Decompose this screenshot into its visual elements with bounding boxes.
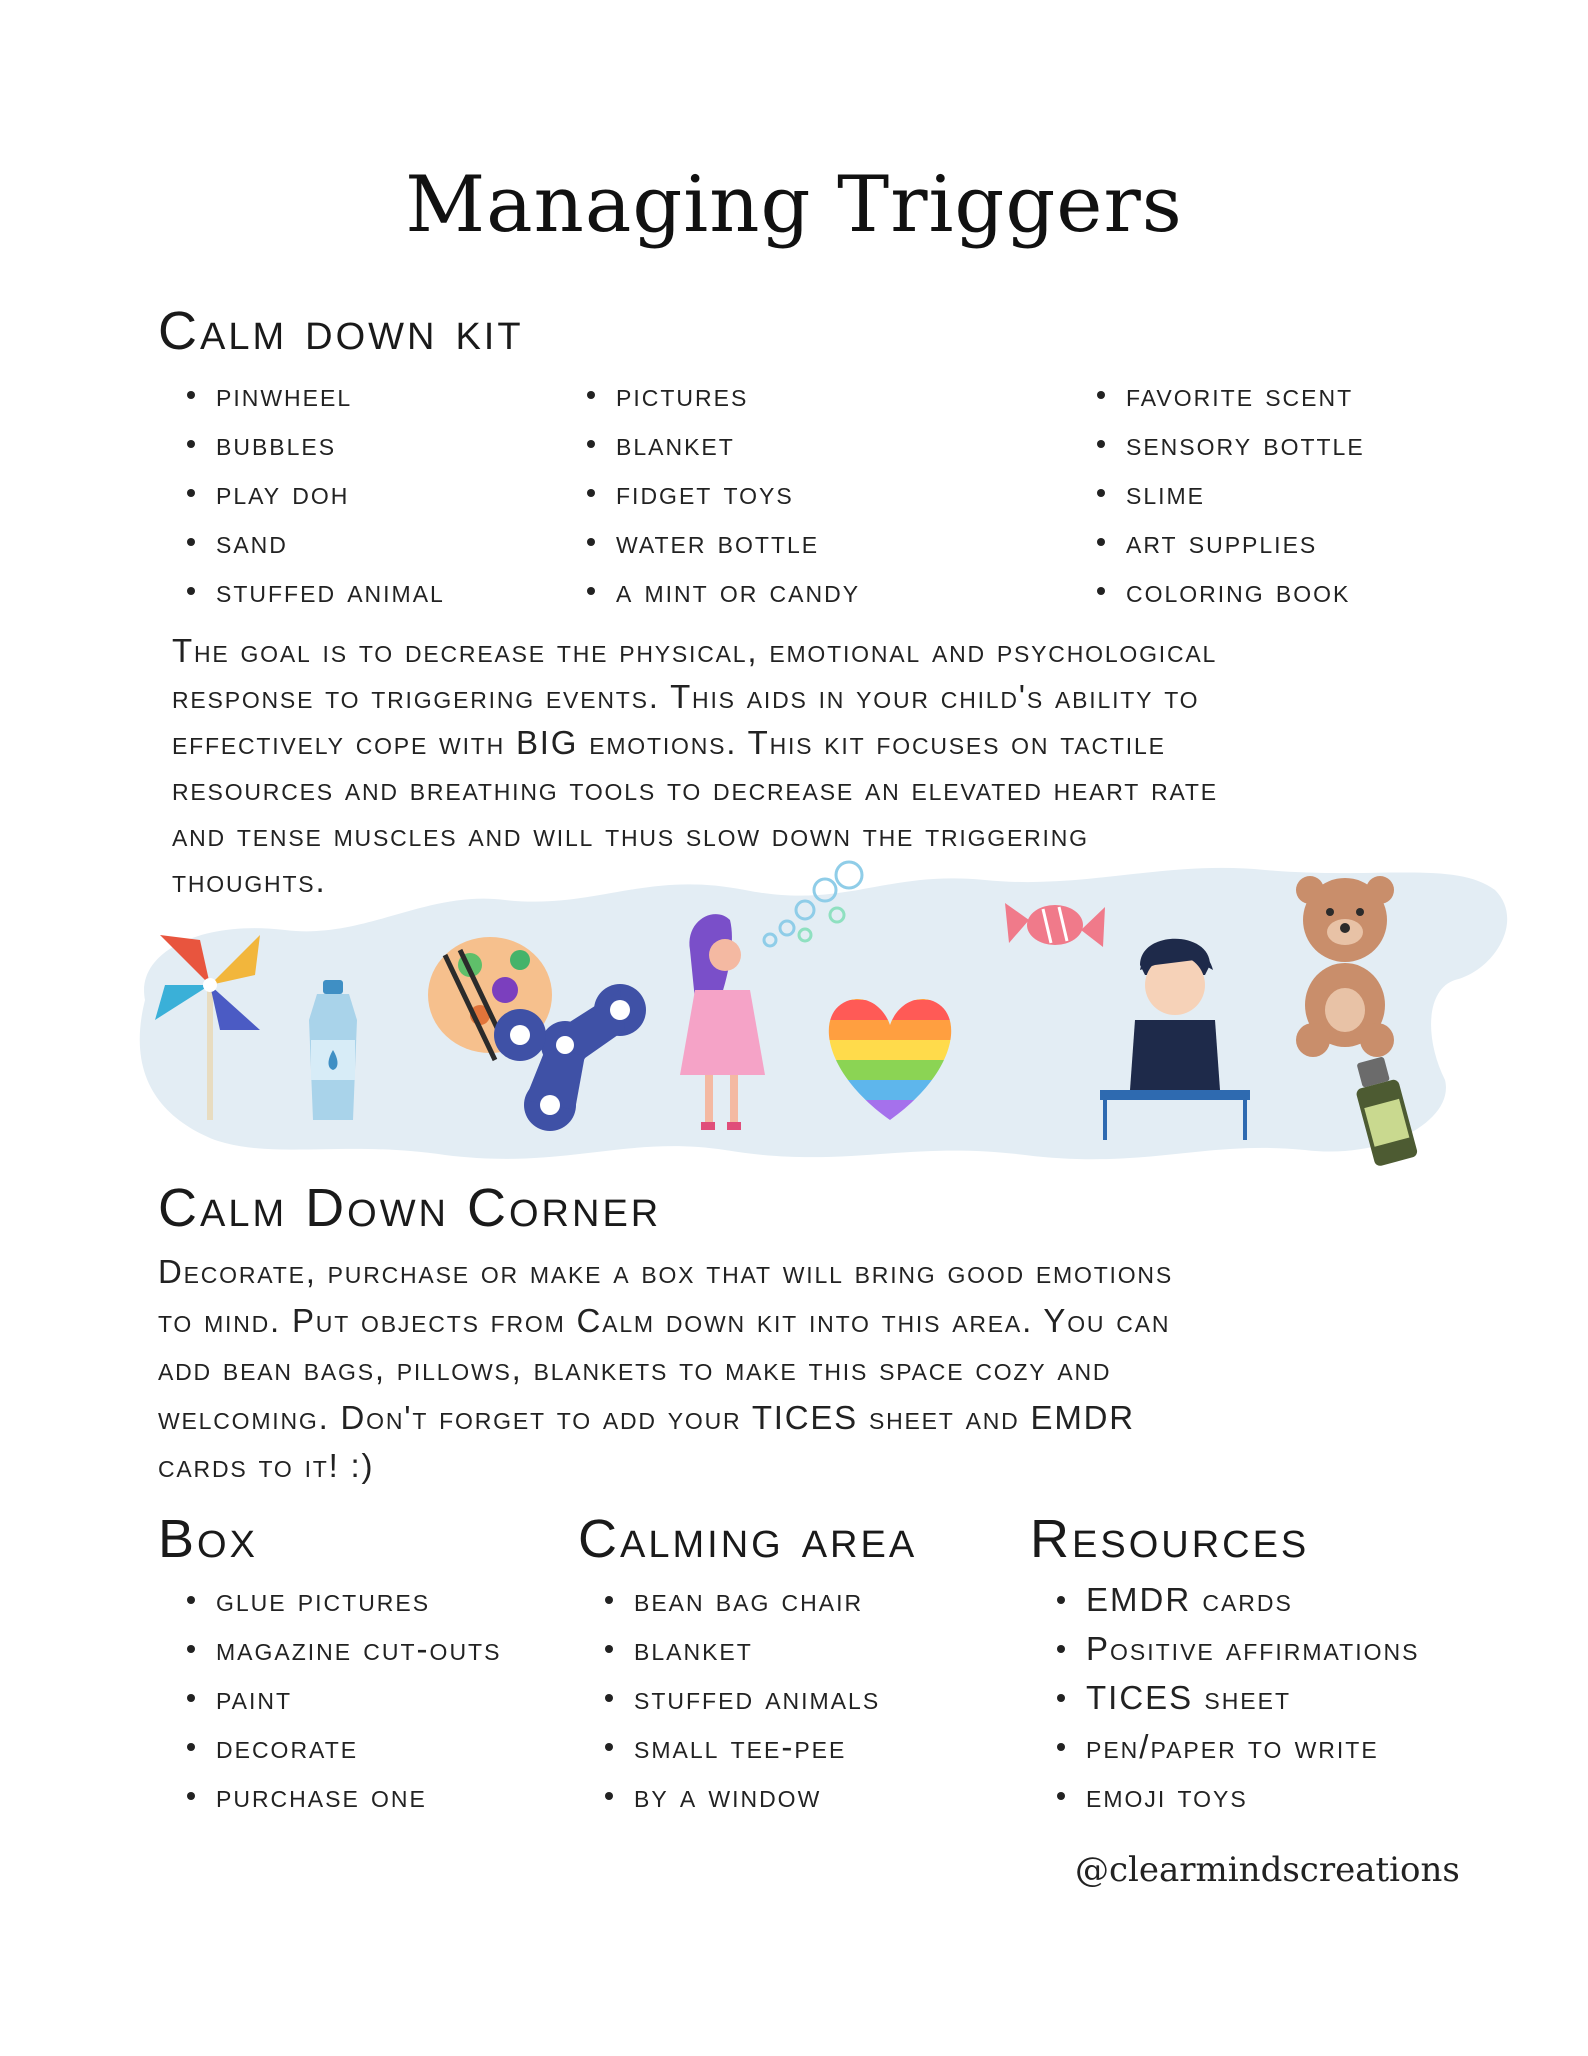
kit-heading: Calm down kit	[158, 301, 524, 361]
list-item: fidget toys	[585, 468, 860, 517]
paragraph-line: and tense muscles and will thus slow down the triggering	[172, 816, 1089, 853]
list-item: decorate	[185, 1722, 501, 1771]
kit-list-col2	[585, 370, 860, 615]
paragraph-line: cards to it! :)	[158, 1447, 375, 1484]
calming-area-list	[603, 1575, 880, 1820]
list-item: blanket	[585, 419, 860, 468]
paragraph-line: welcoming. Don't forget to add your TICES sheet and EMDR	[158, 1398, 1135, 1436]
paragraph-line: add bean bags, pillows, blankets to make this space cozy and	[158, 1350, 1112, 1387]
list-item: bean bag chair	[603, 1575, 880, 1624]
water-bottle-icon	[309, 980, 357, 1120]
list-item: art supplies	[1095, 517, 1365, 566]
list-item: stuffed animals	[603, 1673, 880, 1722]
list-item: sand	[185, 517, 445, 566]
calming-area-heading: Calming area	[578, 1509, 918, 1569]
pop-it-heart-icon	[810, 990, 970, 1130]
kit-list-col3	[1095, 370, 1365, 615]
list-item: by a window	[603, 1771, 880, 1820]
paragraph-line: The goal is to decrease the physical, emotional and psychological	[172, 632, 1218, 669]
corner-paragraph	[158, 1248, 1173, 1491]
list-item: small tee-pee	[603, 1722, 880, 1771]
creator-credit: @clearmindscreations	[1075, 1850, 1460, 1890]
list-item: coloring book	[1095, 566, 1365, 615]
paragraph-line: to mind. Put objects from Calm down kit into this area. You can	[158, 1301, 1171, 1339]
box-list	[185, 1575, 501, 1820]
list-item: blanket	[603, 1624, 880, 1673]
kit-list-col1	[185, 370, 445, 615]
list-item: pen/paper to write	[1055, 1722, 1419, 1771]
list-item: favorite scent	[1095, 370, 1365, 419]
list-item: glue pictures	[185, 1575, 501, 1624]
list-item: EMDR cards	[1055, 1575, 1419, 1624]
calm-kit-illustration	[125, 850, 1515, 1190]
list-item: a mint or candy	[585, 566, 860, 615]
list-item: water bottle	[585, 517, 860, 566]
list-item: paint	[185, 1673, 501, 1722]
list-item: magazine cut-outs	[185, 1624, 501, 1673]
paragraph-line: thoughts.	[172, 862, 327, 899]
list-item: bubbles	[185, 419, 445, 468]
list-item: slime	[1095, 468, 1365, 517]
box-heading: Box	[158, 1509, 258, 1569]
list-item: sensory bottle	[1095, 419, 1365, 468]
list-item: purchase one	[185, 1771, 501, 1820]
paragraph-line: effectively cope with BIG emotions. This kit focuses on tactile	[172, 724, 1166, 761]
list-item: pinwheel	[185, 370, 445, 419]
resources-heading: Resources	[1030, 1509, 1310, 1569]
list-item: pictures	[585, 370, 860, 419]
list-item: Positive affirmations	[1055, 1624, 1419, 1673]
page-title: Managing Triggers	[405, 160, 1183, 250]
list-item: stuffed animal	[185, 566, 445, 615]
corner-heading: Calm Down Corner	[158, 1178, 662, 1238]
list-item: emoji toys	[1055, 1771, 1419, 1820]
resources-list	[1055, 1575, 1419, 1820]
paragraph-line: response to triggering events. This aids in your child's ability to	[172, 678, 1200, 715]
paragraph-line: resources and breathing tools to decrease an elevated heart rate	[172, 770, 1218, 807]
list-item: play doh	[185, 468, 445, 517]
paragraph-line: Decorate, purchase or make a box that will bring good emotions	[158, 1253, 1173, 1290]
list-item: TICES sheet	[1055, 1673, 1419, 1722]
